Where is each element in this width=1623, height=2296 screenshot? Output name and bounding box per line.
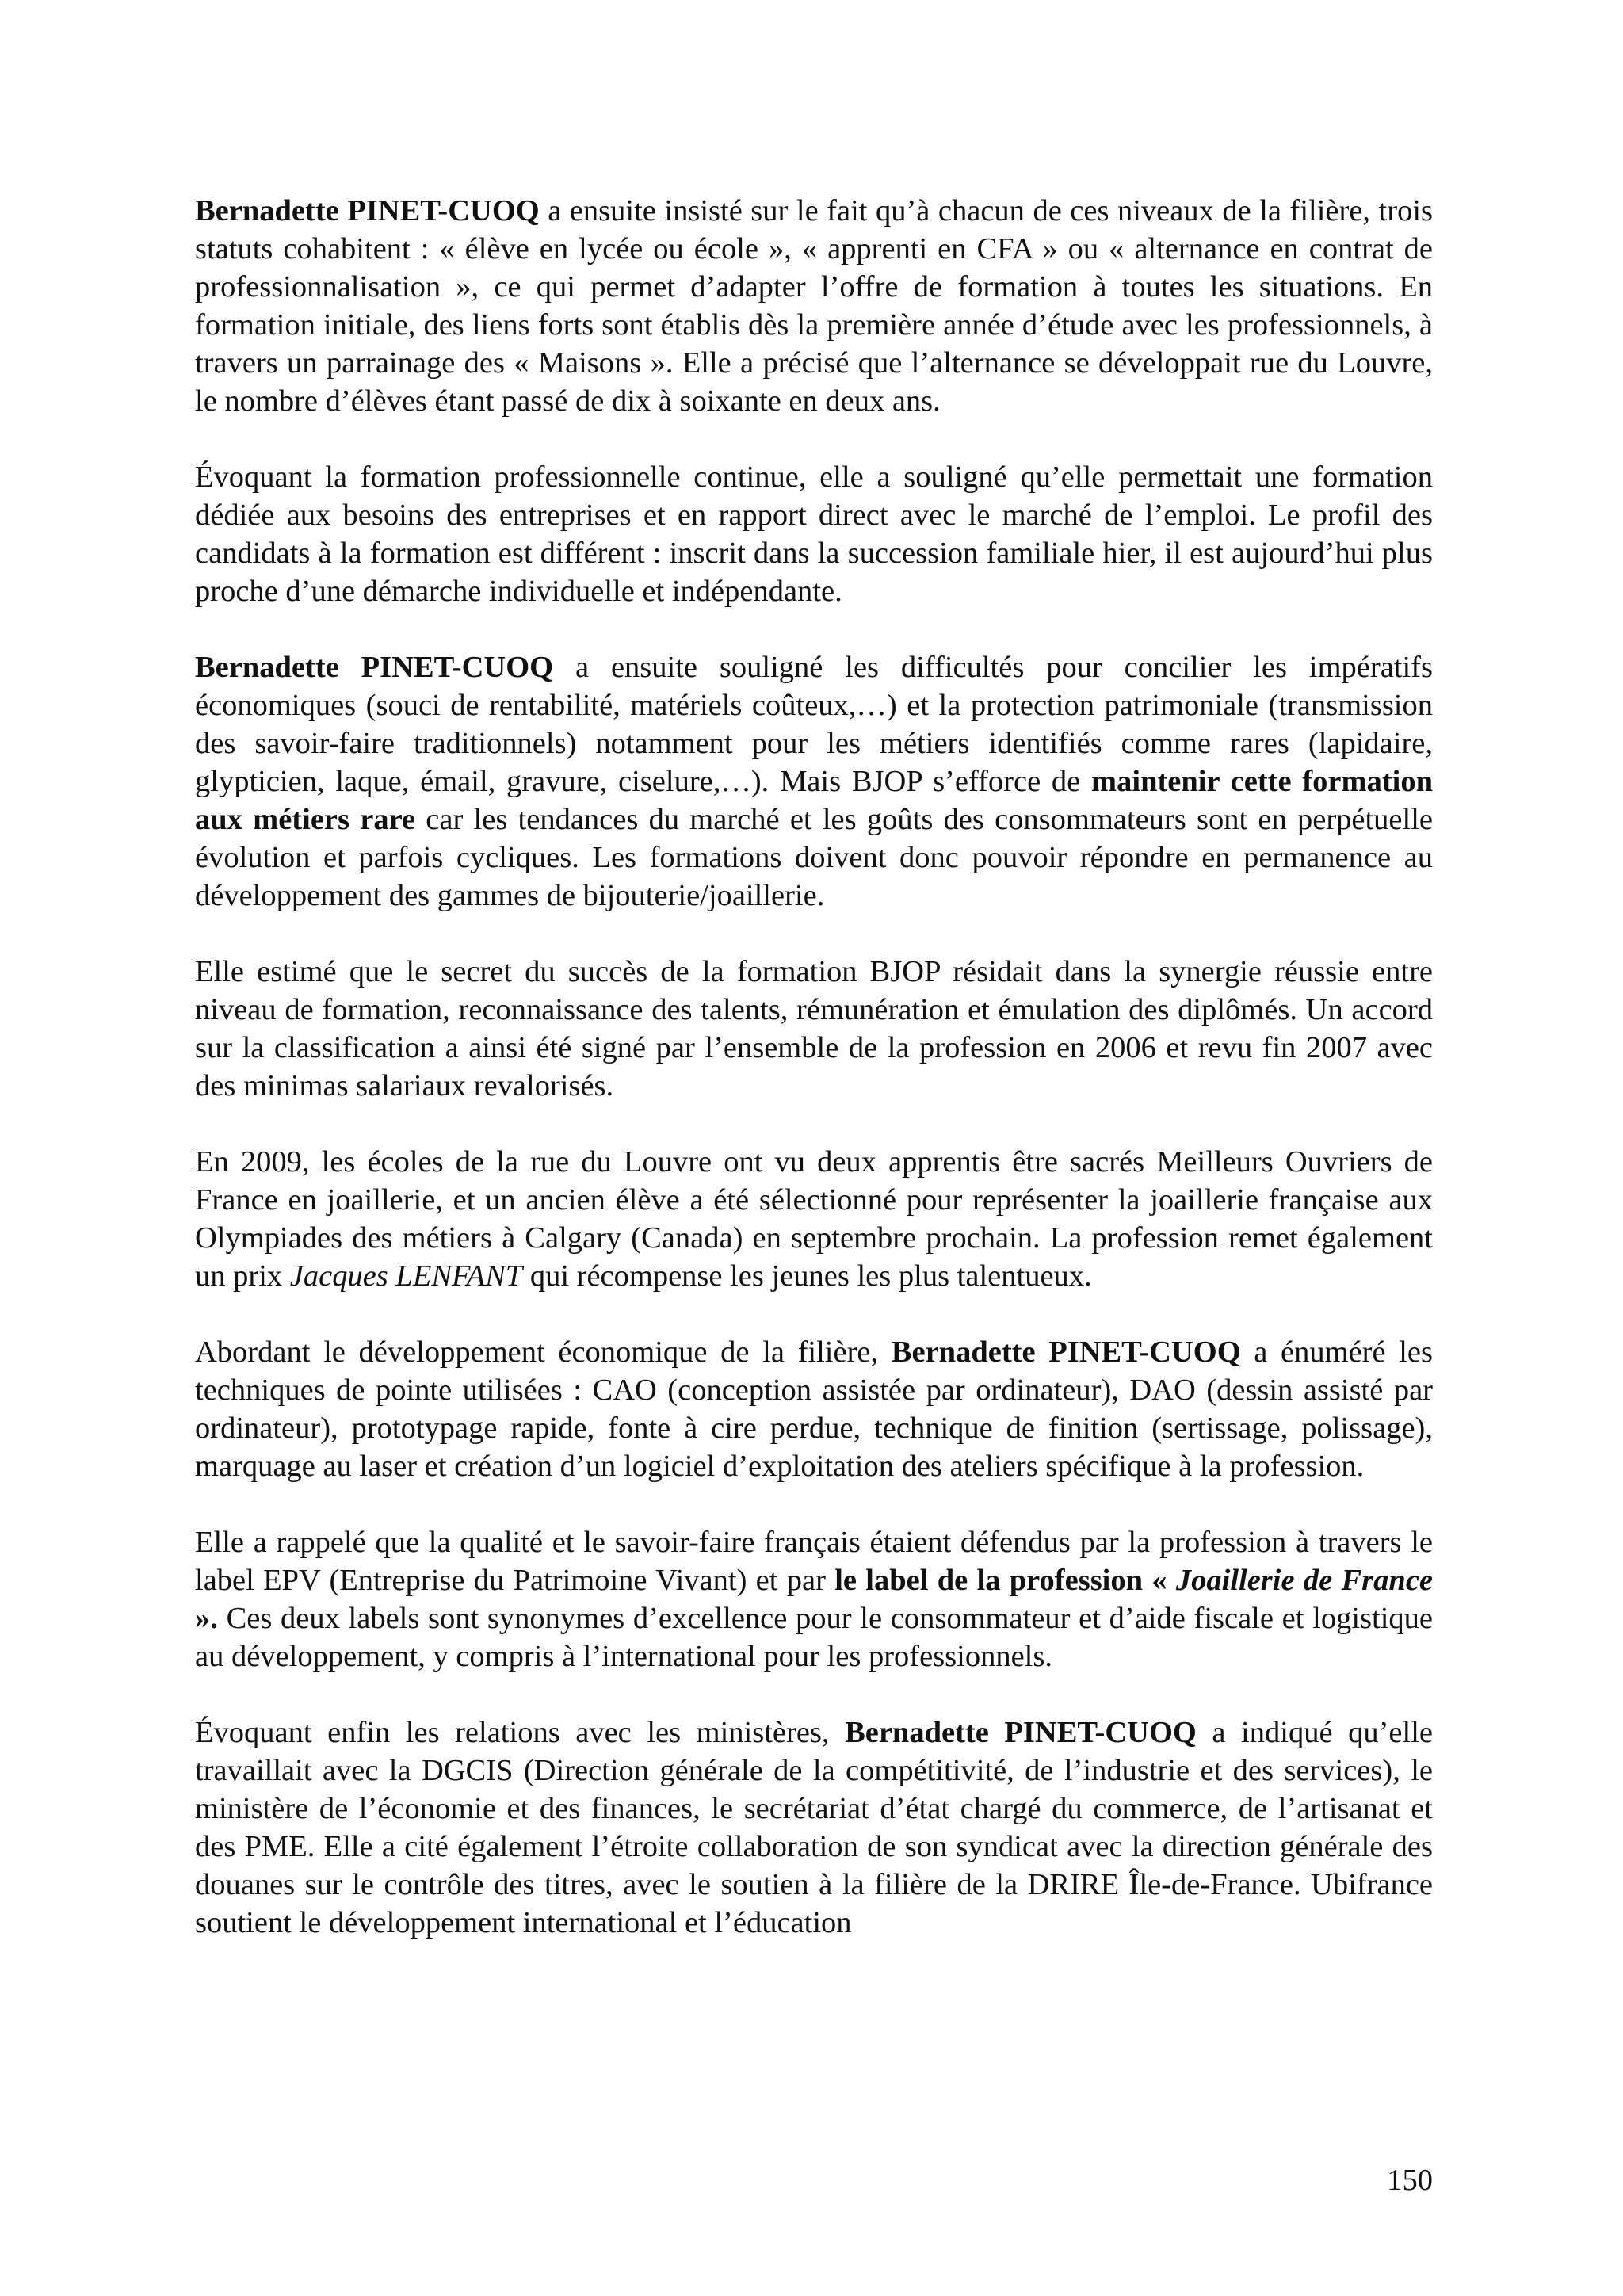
paragraph [195, 192, 1433, 420]
emphasized-text: Bernadette PINET-CUOQ [195, 194, 540, 227]
emphasized-text: ». [195, 1602, 218, 1635]
paragraph [195, 1713, 1433, 1942]
text-run: Elle estimé que le secret du succès de la formation BJOP résidait dans la synergie réussie entre niveau de formation, reconnaissance des talents, rémunération et émulation des diplômés. Un accord sur la classification a ainsi été signé par l’ensemble de la profession en 2006 et revu fin 2007 avec des minimas salariaux revalorisés. [195, 955, 1433, 1102]
text-run: Abordant le développement économique de la filière, [195, 1335, 892, 1369]
emphasized-text: Joaillerie de France [1175, 1564, 1433, 1597]
text-run: car les tendances du marché et les goûts des consommateurs sont en perpétuelle évolution et parfois cycliques. Les formations doivent donc pouvoir répondre en permanence au développement des gammes de bijouterie/joaillerie. [195, 803, 1433, 912]
text-run: Ces deux labels sont synonymes d’excellence pour le consommateur et d’aide fiscale et logistique au développement, y compris à l’international pour les professionnels. [195, 1602, 1433, 1673]
paragraph [195, 953, 1433, 1105]
text-run: a ensuite insisté sur le fait qu’à chacun de ces niveaux de la filière, trois statuts cohabitent : « élève en lycée ou école », « apprenti en CFA » ou « alternance en contrat de professionnalisation », ce qui permet d’adapter l’offre de formation à toutes les situations. En formation initiale, des liens forts sont établis dès la première année d’étude avec les professionnels, à travers un parrainage des « Maisons ». Elle a précisé que l’alternance se développait rue du Louvre, le nombre d’élèves étant passé de dix à soixante en deux ans. [195, 194, 1433, 418]
page-number: 150 [1387, 2164, 1433, 2197]
emphasized-text: Bernadette PINET-CUOQ [845, 1716, 1197, 1749]
paragraph [195, 648, 1433, 915]
text-run: qui récompense les jeunes les plus talentueux. [522, 1259, 1092, 1293]
text-run: a énuméré les techniques de pointe utilisées : CAO (conception assistée par ordinateur), DAO (dessin assisté par ordinateur), prototypage rapide, fonte à cire perdue, technique de finition (sertissage, polissage), marquage au laser et création d’un logiciel d’exploitation des ateliers spécifique à la profession. [195, 1335, 1434, 1483]
paragraph [195, 1143, 1433, 1295]
paragraph [195, 458, 1433, 610]
emphasized-text: Bernadette PINET-CUOQ [195, 651, 554, 684]
emphasized-text: Jacques LENFANT [289, 1259, 523, 1293]
text-run: Évoquant enfin les relations avec les ministères, [195, 1716, 846, 1749]
emphasized-text: le label de la profession « [834, 1564, 1176, 1597]
text-run: a indiqué qu’elle travaillait avec la DGCIS (Direction générale de la compétitivité, de l’industrie et des services), le ministère de l’économie et des finances, le secrétariat d’état chargé du commerce, de l’artisanat et des PME. Elle a cité également l’étroite collaboration de son syndicat avec la direction générale des douanes sur le contrôle des titres, avec le soutien à la filière de la DRIRE Île-de-France. Ubifrance soutient le développement international et l’éducation [195, 1716, 1433, 1939]
text-run: En 2009, les écoles de la rue du Louvre ont vu deux apprentis être sacrés Meilleurs Ouvriers de France en joaillerie, et un ancien élève a été sélectionné pour représenter la joaillerie française aux Olympiades des métiers à Calgary (Canada) en septembre prochain. La profession remet également un prix [195, 1145, 1433, 1293]
document-body [195, 192, 1433, 1942]
paragraph [195, 1333, 1433, 1485]
emphasized-text: Bernadette PINET-CUOQ [891, 1335, 1241, 1369]
paragraph [195, 1523, 1433, 1675]
text-run: Évoquant la formation professionnelle continue, elle a souligné qu’elle permettait une formation dédiée aux besoins des entreprises et en rapport direct avec le marché de l’emploi. Le profil des candidats à la formation est différent : inscrit dans la succession familiale hier, il est aujourd’hui plus proche d’une démarche individuelle et indépendante. [195, 460, 1433, 608]
emphasized-text: maintenir cette formation aux métiers rare [195, 765, 1433, 836]
text-run: a ensuite souligné les difficultés pour concilier les impératifs économiques (souci de rentabilité, matériels coûteux,…) et la protection patrimoniale (transmission des savoir-faire traditionnels) notamment pour les métiers identifiés comme rares (lapidaire, glypticien, laque, émail, gravure, ciselure,…). Mais BJOP s’efforce de [195, 651, 1433, 798]
text-run: Elle a rappelé que la qualité et le savoir-faire français étaient défendus par la profession à travers le label EPV (Entreprise du Patrimoine Vivant) et par [195, 1526, 1433, 1597]
